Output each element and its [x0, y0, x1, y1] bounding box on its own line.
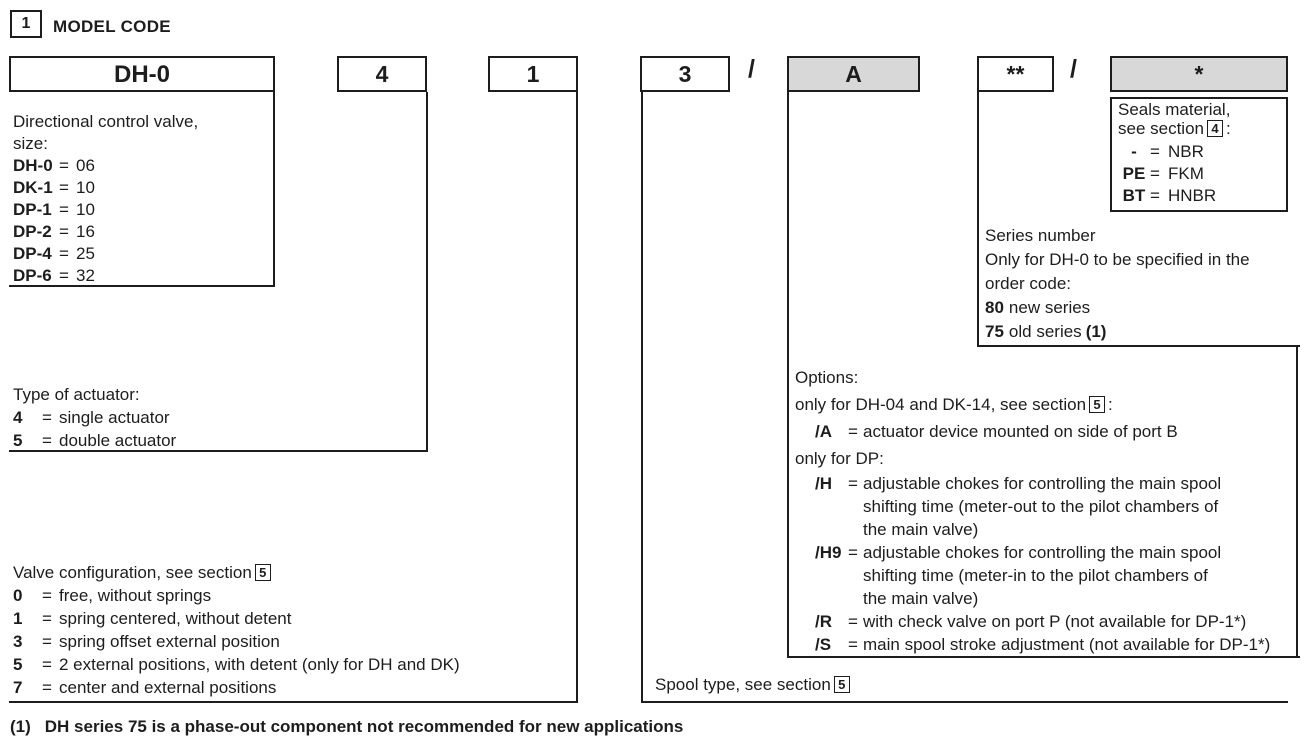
option-code: /H9 — [815, 543, 842, 562]
code-box-configuration: 1 — [488, 56, 578, 92]
equals-sign: = — [848, 635, 858, 654]
list-item — [13, 177, 198, 199]
seals-title-line: see section 4 : — [1118, 119, 1231, 138]
list-item — [13, 155, 198, 177]
list-item — [1118, 163, 1278, 185]
option-code: PE — [1122, 164, 1146, 183]
list-item — [13, 406, 176, 429]
option-code: /R — [815, 612, 832, 631]
option-code: 80 — [985, 298, 1004, 317]
equals-sign: = — [848, 612, 858, 631]
section-ref-icon: 5 — [1089, 396, 1105, 413]
options-group1-heading: only for DH-04 and DK-14, see section 5 : — [795, 395, 1113, 414]
option-value: 25 — [76, 244, 95, 263]
code-box-option: A — [787, 56, 920, 92]
equals-sign: = — [848, 422, 858, 441]
section-number-box: 1 — [10, 10, 42, 38]
series-title: Series number — [985, 226, 1096, 245]
option-code: DK-1 — [13, 178, 53, 197]
equals-sign: = — [848, 543, 858, 562]
section-ref-icon: 5 — [255, 564, 271, 581]
option-code: DP-4 — [13, 244, 52, 263]
valve-config-title: Valve configuration, see section 5 — [13, 561, 460, 584]
list-item — [13, 653, 460, 676]
list-item — [13, 221, 198, 243]
options-block — [795, 366, 1292, 656]
footnote-ref: (1) — [10, 717, 31, 736]
option-value: NBR — [1168, 142, 1204, 161]
option-code: 3 — [13, 632, 23, 651]
list-item — [795, 610, 1292, 633]
options-block-right-border — [1296, 347, 1300, 656]
option-code: DP-6 — [13, 266, 52, 285]
option-code: /A — [815, 422, 832, 441]
list-item — [795, 420, 1292, 443]
option-desc: spring offset external position — [59, 632, 280, 651]
list-item — [795, 472, 1292, 541]
code-separator-slash: / — [748, 55, 755, 83]
seals-title-line: Seals material, — [1118, 100, 1231, 119]
equals-sign: = — [42, 609, 52, 628]
list-item — [985, 296, 1291, 320]
equals-sign: = — [42, 655, 52, 674]
list-item — [13, 199, 198, 221]
equals-sign: = — [59, 244, 69, 263]
option-desc: actuator device mounted on side of port B — [863, 422, 1178, 441]
option-code: /H — [815, 474, 832, 493]
code-box-seals: * — [1110, 56, 1288, 92]
list-item — [13, 584, 460, 607]
equals-sign: = — [59, 266, 69, 285]
section-ref-icon: 5 — [834, 676, 850, 693]
option-code: 75 — [985, 322, 1004, 341]
size-block — [13, 111, 198, 287]
list-item — [1118, 185, 1278, 207]
equals-sign: = — [42, 431, 52, 450]
option-desc: old series — [1008, 322, 1082, 341]
list-item — [13, 607, 460, 630]
equals-sign: = — [42, 678, 52, 697]
list-item — [13, 429, 176, 452]
list-item — [13, 630, 460, 653]
actuator-title: Type of actuator: — [13, 385, 140, 404]
equals-sign: = — [59, 222, 69, 241]
actuator-block — [13, 383, 176, 452]
option-desc: with check valve on port P (not available for DP-1*) — [863, 612, 1247, 631]
option-value: FKM — [1168, 164, 1204, 183]
equals-sign: = — [59, 178, 69, 197]
size-intro-line: Directional control valve, — [13, 112, 199, 131]
section-ref-icon: 4 — [1207, 120, 1223, 137]
option-value: 10 — [76, 200, 95, 219]
list-item — [795, 633, 1292, 656]
equals-sign: = — [1150, 142, 1160, 161]
option-code: 1 — [13, 609, 23, 628]
option-value: 32 — [76, 266, 95, 285]
option-code: 7 — [13, 678, 23, 697]
equals-sign: = — [59, 156, 69, 175]
code-box-series: ** — [977, 56, 1054, 92]
option-desc: main spool stroke adjustment (not available for DP-1*) — [863, 635, 1271, 654]
equals-sign: = — [848, 474, 858, 493]
option-desc: new series — [1008, 298, 1091, 317]
option-desc: center and external positions — [59, 678, 277, 697]
option-code: - — [1131, 142, 1137, 161]
equals-sign: = — [42, 632, 52, 651]
option-code: DP-1 — [13, 200, 52, 219]
list-item — [795, 541, 1292, 610]
option-code: /S — [815, 635, 832, 654]
code-box-spool: 3 — [640, 56, 730, 92]
spool-block-label: Spool type, see section 5 — [655, 673, 853, 696]
series-block — [985, 224, 1291, 344]
code-box-actuator: 4 — [337, 56, 427, 92]
option-desc: double actuator — [59, 431, 177, 450]
options-title: Options: — [795, 368, 859, 387]
list-item — [1118, 141, 1278, 163]
equals-sign: = — [1150, 164, 1160, 183]
list-item — [985, 320, 1291, 344]
option-value: HNBR — [1168, 186, 1217, 205]
equals-sign: = — [59, 200, 69, 219]
page-title: MODEL CODE — [53, 17, 171, 36]
option-desc: adjustable chokes for controlling the main spool shifting time (meter-in to the pilot chambers of the main valve) — [863, 543, 1222, 608]
equals-sign: = — [42, 408, 52, 427]
list-item — [13, 265, 198, 287]
equals-sign: = — [42, 586, 52, 605]
option-code: 5 — [13, 431, 23, 450]
option-desc: adjustable chokes for controlling the main spool shifting time (meter-out to the pilot chambers of the main valve) — [863, 474, 1222, 539]
valve-config-block — [13, 561, 460, 699]
code-separator-slash: / — [1070, 55, 1077, 83]
option-value: 16 — [76, 222, 95, 241]
option-code: 4 — [13, 408, 23, 427]
option-desc: free, without springs — [59, 586, 212, 605]
list-item — [13, 243, 198, 265]
option-desc: 2 external positions, with detent (only for DH and DK) — [59, 655, 460, 674]
option-code: 0 — [13, 586, 23, 605]
footnote-text: DH series 75 is a phase-out component not recommended for new applications — [44, 717, 684, 736]
equals-sign: = — [1150, 186, 1160, 205]
size-intro-line: size: — [13, 134, 48, 153]
code-box-valve-type: DH-0 — [9, 56, 275, 92]
option-code: 5 — [13, 655, 23, 674]
option-value: 10 — [76, 178, 95, 197]
footnote-ref: (1) — [1085, 322, 1107, 341]
option-code: DP-2 — [13, 222, 52, 241]
options-group2-heading: only for DP: — [795, 449, 884, 468]
option-desc: single actuator — [59, 408, 170, 427]
seals-block — [1118, 100, 1278, 207]
option-desc: spring centered, without detent — [59, 609, 292, 628]
option-code: BT — [1122, 186, 1146, 205]
option-code: DH-0 — [13, 156, 53, 175]
option-value: 06 — [76, 156, 95, 175]
footnote — [10, 715, 683, 738]
series-subtitle: Only for DH-0 to be specified in the order code: — [985, 250, 1250, 293]
list-item — [13, 676, 460, 699]
